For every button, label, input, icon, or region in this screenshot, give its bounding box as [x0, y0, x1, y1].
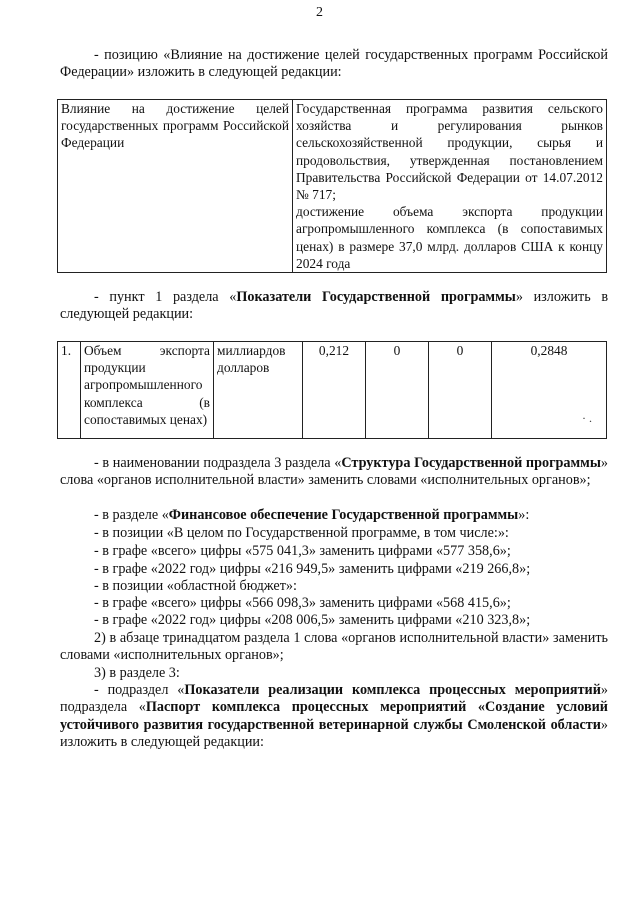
paragraph-section3: 3) в разделе 3:: [94, 665, 180, 681]
list-line: - в графе «2022 год» цифры «208 006,5» заменить цифрами «210 323,8»;: [94, 612, 531, 628]
list-line: - в графе «2022 год» цифры «216 949,5» заменить цифрами «219 266,8»;: [94, 561, 531, 577]
table2-value-2: 0: [366, 342, 429, 439]
paragraph-indicators: - пункт 1 раздела «Показатели Государственной программы» изложить в следующей редакции:: [60, 289, 609, 323]
table2-value-4: 0,2848: [492, 342, 607, 439]
paragraph-financing: - в разделе «Финансовое обеспечение Государственной программы»:: [94, 507, 530, 523]
table1-right-line: достижение объема экспорта продукции агропромышленного комплекса (в сопоставимых ценах) в размере 37,0 млрд. долларов США к концу 2024 года: [296, 204, 603, 271]
table-indicators: [57, 341, 607, 439]
paragraph-position-change: - позицию «Влияние на достижение целей государственных программ Российской Федерации» изложить в следующей редакции:: [60, 47, 608, 81]
table2-num: 1.: [58, 342, 81, 439]
table2-value-3: 0: [429, 342, 492, 439]
table2-unit: миллиардов долларов: [214, 342, 303, 439]
list-line: - в графе «всего» цифры «566 098,3» заменить цифрами «568 415,6»;: [94, 595, 511, 611]
table1-left-cell: Влияние на достижение целей государственных программ Российской Федерации: [58, 100, 293, 273]
table-influence: [57, 99, 607, 273]
paragraph-abzac: 2) в абзаце тринадцатом раздела 1 слова «органов исполнительной власти» заменить словами «исполнительных органов»;: [60, 630, 608, 664]
list-line: - в позиции «В целом по Государственной программе, в том числе:»:: [94, 525, 509, 541]
table2-value-1: 0,212: [303, 342, 366, 439]
stray-marks: · .: [582, 411, 592, 425]
list-line: - в позиции «областной бюджет»:: [94, 578, 297, 594]
paragraph-structure: - в наименовании подраздела 3 раздела «Структура Государственной программы» слова «органов исполнительной власти» заменить словами «исполнительных органов»;: [60, 455, 608, 489]
table2-name: Объем экспорта продукции агропромышленного комплекса (в сопоставимых ценах): [81, 342, 214, 439]
page-number: 2: [316, 5, 323, 20]
paragraph-process-indicators: - подраздел «Показатели реализации комплекса процессных мероприятий» подраздела «Паспорт комплекса процессных мероприятий «Создание условий устойчивого развития государственной ветеринарной службы Смоленской области» изложить в следующей редакции:: [60, 682, 608, 751]
table1-right-line: Государственная программа развития сельского хозяйства и регулирования рынков сельскохозяйственной продукции, сырья и продовольствия, утвержденная постановлением Правительства Российской Федерации от 14.07.2012 № 717;: [296, 101, 603, 203]
list-line: - в графе «всего» цифры «575 041,3» заменить цифрами «577 358,6»;: [94, 543, 511, 559]
table1-right-cell: [293, 100, 607, 273]
